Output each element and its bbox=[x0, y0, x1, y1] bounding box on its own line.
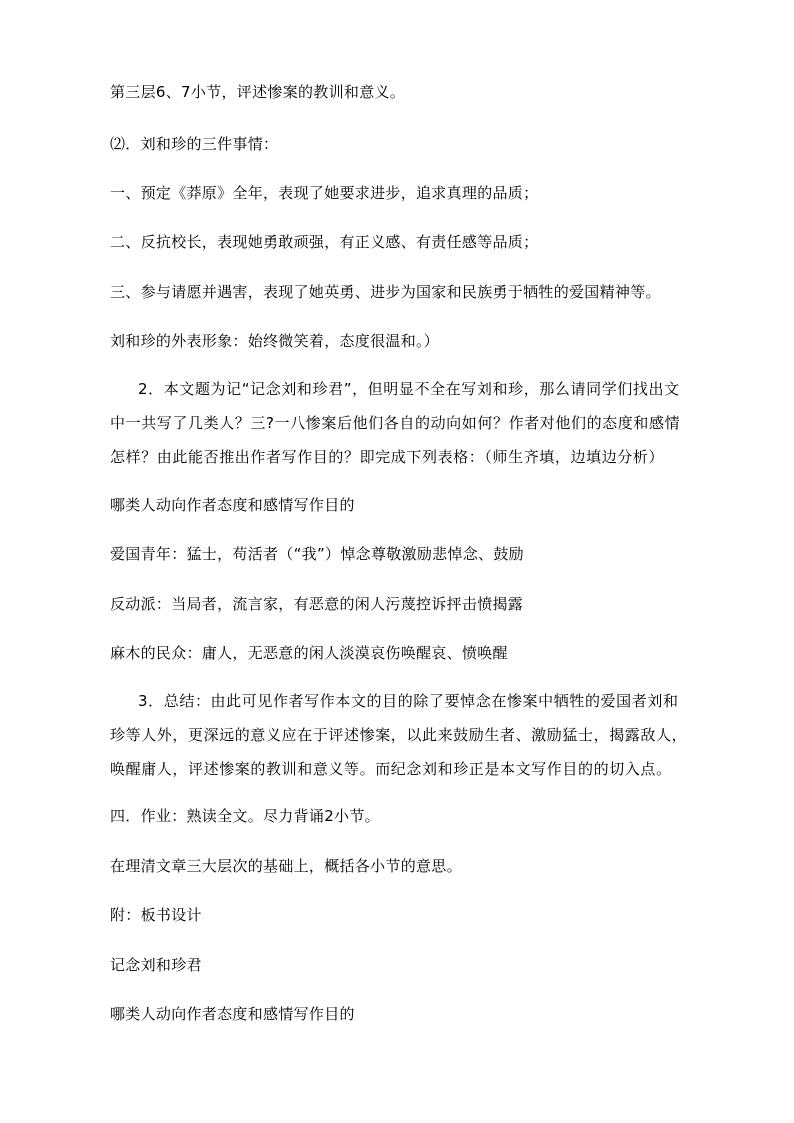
paragraph-2: 2．本文题为记“记念刘和珍君”，但明显不全在写刘和珍，那么请同学们找出文中一共写了几类人？三?一八惨案后他们各自的动向如何？作者对他们的态度和感情怎样？由此能否推出作者写作目的？即完成下列表格：（师生齐填，边填边分析） bbox=[110, 380, 681, 466]
text-line: 刘和珍的外表形象：始终微笑着，态度很温和。） bbox=[110, 332, 440, 350]
text-line: ⑵．刘和珍的三件事情： bbox=[110, 135, 279, 153]
appendix-heading: 附：板书设计 bbox=[110, 906, 202, 924]
table-row-line: 爱国青年：猛士，苟活者（“我”）悼念尊敬激励悲悼念、鼓励 bbox=[110, 545, 524, 563]
text-line: 第三层6、7小节，评述惨案的教训和意义。 bbox=[110, 83, 406, 101]
text-line: 在理清文章三大层次的基础上，概括各小节的意思。 bbox=[110, 857, 462, 875]
paragraph-3: 3．总结：由此可见作者写作本文的目的除了要悼念在惨案中牺牲的爱国者刘和珍等人外，更深远的意义应在于评述惨案，以此来鼓励生者、激励猛士，揭露敌人，唤醒庸人，评述惨案的教训和意义等。而纪念刘和珍正是本文写作目的的切入点。 bbox=[110, 692, 688, 778]
text-line: 二、反抗校长，表现她勇敢顽强，有正义感、有责任感等品质； bbox=[110, 233, 539, 251]
board-title: 记念刘和珍君 bbox=[110, 956, 202, 974]
text-line: 一、预定《莽原》全年，表现了她要求进步，追求真理的品质； bbox=[110, 184, 539, 202]
text-line: 三、参与请愿并遇害，表现了她英勇、进步为国家和民族勇于牺牲的爱国精神等。 bbox=[110, 283, 661, 301]
table-header-line: 哪类人动向作者态度和感情写作目的 bbox=[110, 496, 355, 514]
board-table-header: 哪类人动向作者态度和感情写作目的 bbox=[110, 1005, 355, 1023]
homework-line: 四．作业：熟读全文。尽力背诵2小节。 bbox=[110, 807, 380, 825]
table-row-line: 麻木的民众：庸人，无恶意的闲人淡漠哀伤唤醒哀、愤唤醒 bbox=[110, 644, 508, 662]
table-row-line: 反动派：当局者，流言家，有恶意的闲人污蔑控诉抨击愤揭露 bbox=[110, 595, 524, 613]
